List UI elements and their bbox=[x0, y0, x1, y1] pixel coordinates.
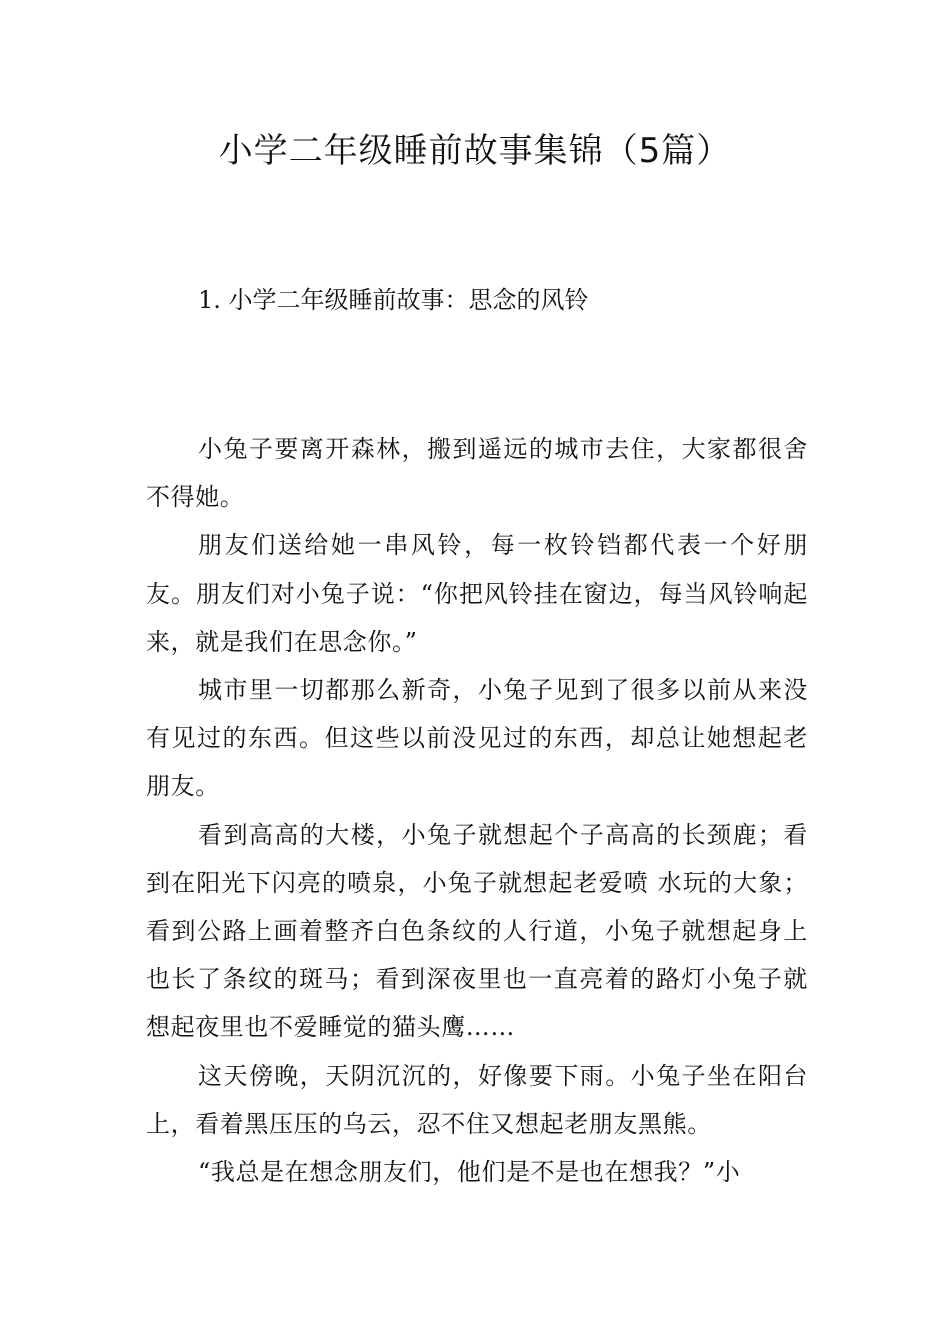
paragraph: 这天傍晚，天阴沉沉的，好像要下雨。小兔子坐在阳台上，看着黑压压的乌云，忍不住又想起老朋友黑熊。 bbox=[146, 1061, 808, 1138]
document-title: 小学二年级睡前故事集锦（5篇） bbox=[218, 131, 732, 171]
paragraph: 看到高高的大楼，小兔子就想起个子高高的长颈鹿；看到在阳光下闪亮的喷泉，小兔子就想起老爱喷 水玩的大象；看到公路上画着整齐白色条纹的人行道，小兔子就想起身上也长了条纹的斑马；看到深夜里也一直亮着的路灯小兔子就想起夜里也不爱睡觉的猫头鹰…… bbox=[146, 820, 808, 1042]
story-body bbox=[146, 425, 808, 1196]
paragraph: 小兔子要离开森林，搬到遥远的城市去住，大家都很舍不得她。 bbox=[146, 435, 808, 512]
paragraph: 朋友们送给她一串风铃，每一枚铃铛都代表一个好朋友。朋友们对小兔子说：“你把风铃挂在窗边，每当风铃响起来，就是我们在思念你。” bbox=[146, 531, 808, 656]
section-heading: 1. 小学二年级睡前故事：思念的风铃 bbox=[198, 286, 589, 314]
paragraph: “我总是在想念朋友们，他们是不是也在想我？”小 bbox=[198, 1158, 741, 1187]
paragraph: 城市里一切都那么新奇，小兔子见到了很多以前从来没有见过的东西。但这些以前没见过的东西，却总让她想起老朋友。 bbox=[146, 676, 808, 801]
